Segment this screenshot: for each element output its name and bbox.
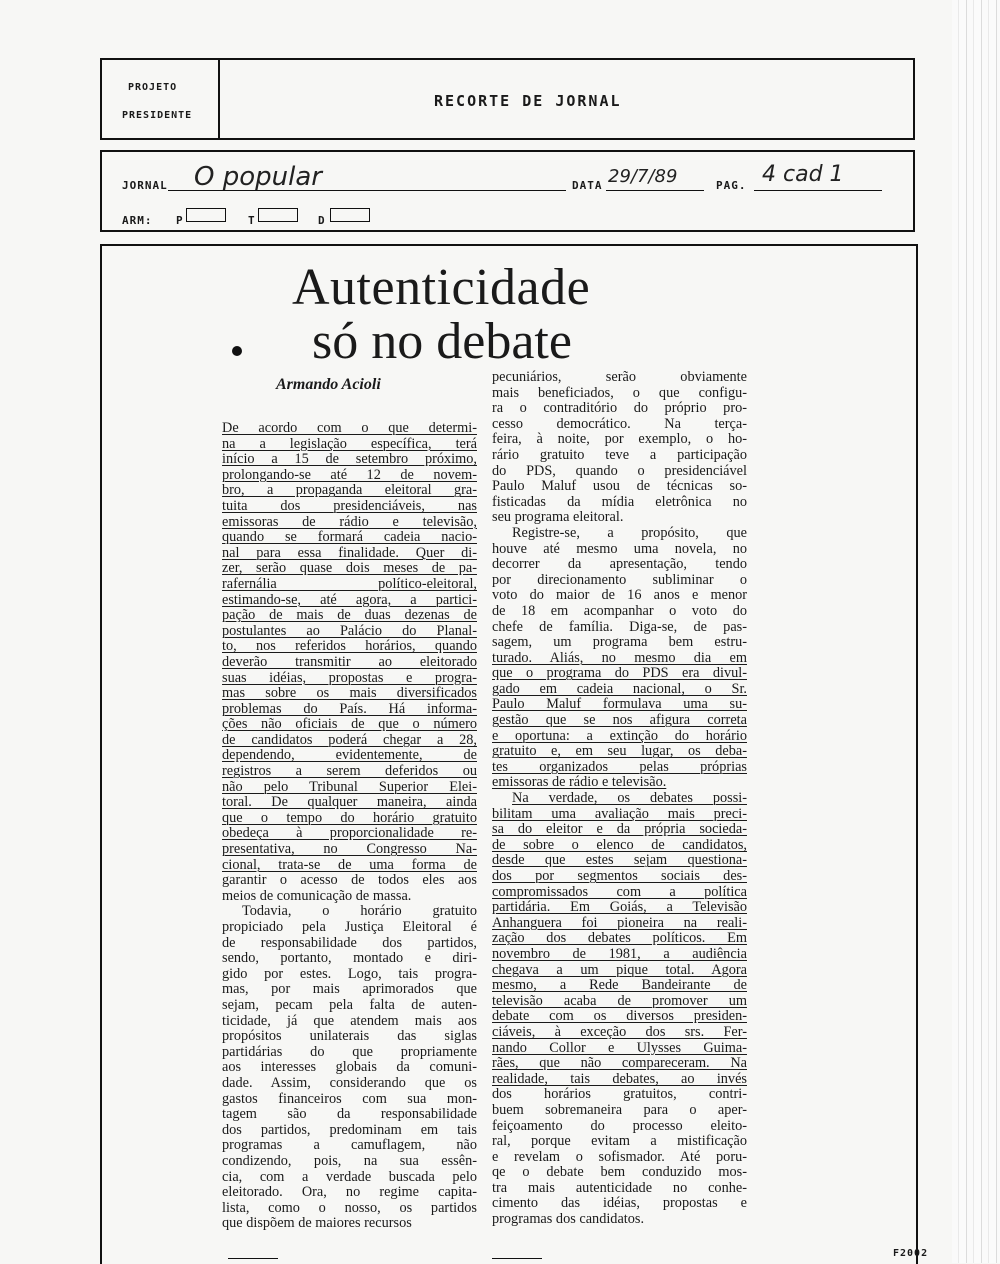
article-line: zer, serão quase dois meses de pa- <box>222 561 477 577</box>
article-line: tagem são da responsabilidade <box>222 1107 477 1123</box>
article-line: de candidatos poderá chegar a 28, <box>222 732 477 748</box>
article-line: dos horários gratuitos, contri- <box>492 1087 747 1103</box>
article-line: desde que estes sejam questiona- <box>492 853 747 869</box>
article-line: feira, à noite, por exemplo, o ho- <box>492 432 747 448</box>
article-line: cesso democrático. Na terça- <box>492 416 747 432</box>
article-line: decorrer da apresentação, tendo <box>492 557 747 573</box>
article-line: compromissados com a política <box>492 884 747 900</box>
article-line: do PDS, quando o presidenciável <box>492 463 747 479</box>
p-box <box>186 208 226 222</box>
article-line: sejam, pecam pela falta de auten- <box>222 997 477 1013</box>
article-line: propósitos unilaterais das siglas <box>222 1029 477 1045</box>
article-line: cia, com a verdade buscada pelo <box>222 1169 477 1185</box>
article-line: Anhanguera foi pioneira na reali- <box>492 915 747 931</box>
page-code: F2002 <box>893 1248 929 1259</box>
article-line: meios de comunicação de massa. <box>222 888 412 904</box>
article-line: partidárias do que propriamente <box>222 1044 477 1060</box>
article-line: tuita dos presidenciáveis, nas <box>222 498 477 514</box>
article-line: que dispõem de maiores recursos <box>222 1216 412 1232</box>
article-line: gratuito e, em seu lugar, os deba- <box>492 744 747 760</box>
article-line: realidade, tais debates, ao invés <box>492 1071 747 1087</box>
byline: Armando Acioli <box>276 376 381 393</box>
article-line: que o tempo do horário gratuito <box>222 810 477 826</box>
article-line: início a 15 de setembro próximo, <box>222 452 477 468</box>
article-line: gido por estes. Logo, tais progra- <box>222 966 477 982</box>
article-line: turado. Aliás, no mesmo dia em <box>492 650 747 666</box>
data-underline <box>606 190 704 191</box>
project-label-line2: PRESIDENTE <box>122 110 193 121</box>
article-line: bro, a propaganda eleitoral gra- <box>222 483 477 499</box>
article-line: tra mais autenticidade no conhe- <box>492 1180 747 1196</box>
clipping-header <box>100 58 915 140</box>
article-line: nando Collor e Ulysses Guima- <box>492 1040 747 1056</box>
arm-label: ARM: <box>122 214 153 227</box>
article-line: qe o debate bem conduzido mos- <box>492 1165 747 1181</box>
t-label: T <box>248 214 256 227</box>
article-line: partidária. Em Goiás, a Televisão <box>492 900 747 916</box>
jornal-label: JORNAL <box>122 179 168 192</box>
article-line: ciáveis, à exceção dos srs. Fer- <box>492 1024 747 1040</box>
article-line: De acordo com o que determi- <box>222 421 477 436</box>
article-line: toral. De qualquer maneira, ainda <box>222 795 477 811</box>
article-line: rário gratuito teve a participação <box>492 447 747 463</box>
adjacent-page-edges <box>952 0 1000 1263</box>
pag-value: 4 cad 1 <box>762 162 844 187</box>
article-line: pação de mais de duas dezenas de <box>222 608 477 624</box>
article-line: quando se formará cadeia nacio- <box>222 530 477 546</box>
article-line: registros a serem deferidos ou <box>222 764 477 780</box>
clipping-info <box>100 150 915 232</box>
article-line: cional, trata-se de uma forma de <box>222 857 477 873</box>
article-line: dos partidos, predominam em tais <box>222 1122 477 1138</box>
project-cell <box>102 60 220 138</box>
article-line: Paulo Maluf usou de técnicas so- <box>492 479 747 495</box>
article-line: dependendo, evidentemente, de <box>222 748 477 764</box>
d-box <box>330 208 370 222</box>
article-line: ra o contraditório do próprio pro- <box>492 401 747 417</box>
form-title: RECORTE DE JORNAL <box>434 92 622 110</box>
article-line: tes organizados pelas próprias <box>492 759 747 775</box>
article-line: fisticadas da mídia eletrônica no <box>492 494 747 510</box>
article-line: cimento das idéias, propostas e <box>492 1196 747 1212</box>
article-line: lista, como o nosso, os partidos <box>222 1200 477 1216</box>
article-line: emissoras de rádio e televisão, <box>222 514 477 530</box>
article-line: buem sobremaneira para o aper- <box>492 1102 747 1118</box>
article-line: to, nos referidos horários, quando <box>222 639 477 655</box>
article-line: programas a camuflagem, não <box>222 1138 477 1154</box>
article-line: propiciado pela Justiça Eleitoral é <box>222 920 477 935</box>
article-line: eleitorado. Ora, no regime capita- <box>222 1185 477 1201</box>
article-line: novembro de 1981, a audiência <box>492 946 747 962</box>
article-line: e oportuna: a extinção do horário <box>492 728 747 744</box>
p-label: P <box>176 214 184 227</box>
article-line: suas idéias, propostas e progra- <box>222 670 477 686</box>
article-line: de 18 em acompanhar o voto do <box>492 603 747 619</box>
article-line: sendo, portanto, montado e diri- <box>222 951 477 967</box>
column-end-rule-2 <box>492 1258 542 1259</box>
article-line: por direcionamento subliminar o <box>492 572 747 588</box>
article-line: ral, porque evitam a mistificação <box>492 1134 747 1150</box>
article-line: de sobre o elenco de candidatos, <box>492 837 747 853</box>
article-column-1 <box>222 421 477 1232</box>
article-line: gastos financeiros com sua mon- <box>222 1091 477 1107</box>
article-line: aos interesses globais da comuni- <box>222 1060 477 1076</box>
data-value: 29/7/89 <box>608 166 678 187</box>
headline-line1: Autenticidade <box>292 259 591 316</box>
article-line: condizendo, pois, na sua essên- <box>222 1153 477 1169</box>
article-line: televisão acaba de promover um <box>492 993 747 1009</box>
article-line: mesmo, a Rede Bandeirante de <box>492 978 747 994</box>
data-label: DATA <box>572 179 603 192</box>
article-line: voto do maior de 16 anos e menor <box>492 588 747 604</box>
column-end-rule-1 <box>228 1258 278 1259</box>
article-line: gestão que se nos afigura correta <box>492 713 747 729</box>
article-line: Paulo Maluf formulava uma su- <box>492 697 747 713</box>
article-line: gado em cadeia nacional, o Sr. <box>492 681 747 697</box>
article-line: mais beneficiados, o que configu- <box>492 385 747 401</box>
article-line: nal para essa finalidade. Quer di- <box>222 545 477 561</box>
article-line: rães, que não compareceram. Na <box>492 1056 747 1072</box>
article-line: mas, por mais aprimorados que <box>222 982 477 998</box>
article-column-2 <box>492 370 747 1228</box>
article-line: chefe de família. Diga-se, de pas- <box>492 619 747 635</box>
article-line: deverão transmitir ao eleitorado <box>222 654 477 670</box>
article-line: não pelo Tribunal Superior Elei- <box>222 779 477 795</box>
article-line: de responsabilidade dos partidos, <box>222 935 477 951</box>
article-line: problemas do País. Há informa- <box>222 701 477 717</box>
article-line: e revelam o sofismador. Até poru- <box>492 1149 747 1165</box>
pag-underline <box>754 190 882 191</box>
project-label-line1: PROJETO <box>128 82 178 93</box>
jornal-value: O popular <box>194 162 322 192</box>
article-line: mas sobre os mais diversificados <box>222 686 477 702</box>
article-line: rafernália político-eleitoral, <box>222 576 477 592</box>
article-line: postulantes ao Palácio do Planal- <box>222 623 477 639</box>
d-label: D <box>318 214 326 227</box>
article-line: ticidade, já que atendem mais aos <box>222 1013 477 1029</box>
article-line: Na verdade, os debates possi- <box>512 791 747 807</box>
article-line: presentativa, no Congresso Na- <box>222 842 477 858</box>
article-line: sa do eleitor e da própria socieda- <box>492 822 747 838</box>
article-line: Todavia, o horário gratuito <box>242 904 477 920</box>
article-line: houve até mesmo uma novela, no <box>492 541 747 557</box>
article-line: dos por segmentos sociais des- <box>492 869 747 884</box>
article-line: estimando-se, até agora, a partici- <box>222 592 477 608</box>
t-box <box>258 208 298 222</box>
article-line: garantir o acesso de todos eles aos <box>222 873 477 889</box>
article-line: sagem, um programa bem estru- <box>492 635 747 651</box>
article-line: feiçoamento do processo eleito- <box>492 1118 747 1134</box>
jornal-underline <box>168 190 566 191</box>
article-line: chegava a um pique total. Agora <box>492 962 747 978</box>
article-line: programas dos candidatos. <box>492 1212 645 1228</box>
article-line: Registre-se, a propósito, que <box>512 525 747 541</box>
article-line: pecuniários, serão obviamente <box>492 370 747 385</box>
pag-label: PAG. <box>716 179 747 192</box>
article-line: bilitam uma avaliação mais preci- <box>492 806 747 822</box>
article-line: ções não oficiais de que o número <box>222 717 477 733</box>
article-line: seu programa eleitoral. <box>492 510 624 526</box>
article-line: na a legislação específica, terá <box>222 436 477 452</box>
article-line: que o programa do PDS era divul- <box>492 666 747 682</box>
article-line: debate com os diversos presiden- <box>492 1009 747 1025</box>
article-line: zação dos debates políticos. Em <box>492 931 747 947</box>
article-line: emissoras de rádio e televisão. <box>492 775 667 791</box>
bullet-dot <box>232 346 242 356</box>
article-line: prolongando-se até 12 de novem- <box>222 467 477 483</box>
article-line: obedeça à proporcionalidade re- <box>222 826 477 842</box>
headline-line2: só no debate <box>312 313 572 370</box>
article-line: dade. Assim, considerando que os <box>222 1075 477 1091</box>
